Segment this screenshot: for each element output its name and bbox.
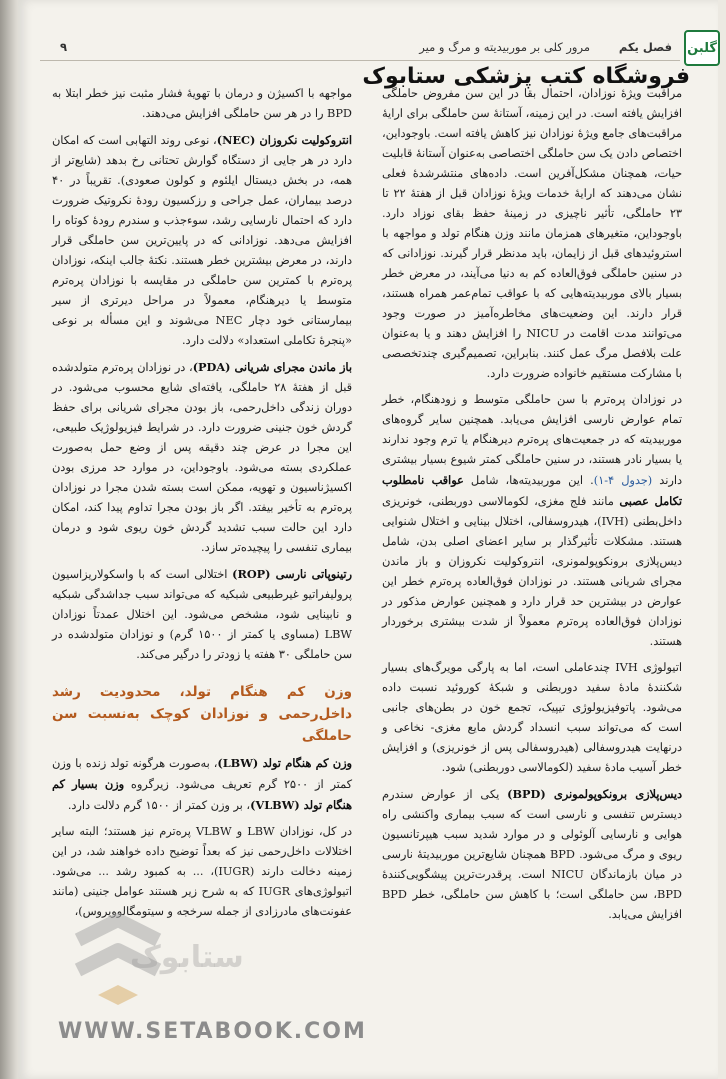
paragraph: انتروکولیت نکروزان (NEC)، نوعی روند التهابی است که امکان دارد در هر جایی از دستگاه گوارش تحتانی رخ بدهد (شایع‌تر از همه، در بخش دیستال ایلئوم و کولون صعودی). تقریباً در ۴۰ درصد بیماران، عمل جراحی و رزکسیون رودهٔ نکروتیک ضرورت دارد که احتمال نارسایی رشد، سوءجذب و سندرم رودهٔ کوتاه را افزایش می‌دهد. نوزادانی که در پایین‌ترین سن حاملگی قرار دارند، در معرض بیشترین خطر هستند. نکتهٔ جالب اینکه، نوزادان پره‌ترم با کمترین سن حاملگی در مقایسه با نوزادان پره‌ترم متوسط یا دیرهنگام، معمولاً در مراحل دیرتری از سیر بیمارستانی خود دچار NEC می‌شوند و این مسأله بر نوعی «پنجرهٔ تکاملی استعداد» دلالت دارد. (52, 133, 353, 347)
paragraph: اتیولوژی IVH چندعاملی است، اما به پارگی مویرگ‌های بسیار شکنندهٔ مادهٔ سفید دوربطنی و شبکهٔ کوروئید نسبت داده می‌شود. پاتوفیزیولوژی تیپیک، تجمع خون در بطن‌های جانبی است که می‌تواند سبب انسداد گردش مایع مغزی- نخاعی و درنهایت هیدروسفالی (هیدروسفالی پس از خونریزی) و افزایش خطر آسیب مادهٔ سفید (لکومالاسی دوربطنی) شود. (382, 661, 682, 774)
chapter-title: مرور کلی بر موربیدیته و مرگ و میر (419, 40, 590, 54)
paragraph: مراقبت ویژهٔ نوزادان، احتمال بقا در این سن مفروض حاملگی افزایش یافته است. در این زمینه، آستانهٔ سن حاملگی برای ارایهٔ مراقبت‌های جامع ویژهٔ نوزادان نیز کاهش یافته است. باوجوداین، اختصاص دادن یک سن حاملگی اختصاصی به‌عنوان آستانهٔ قابلیت حیات، همچنان مشکل‌آفرین است. داده‌های منتشرشدهٔ فعلی نشان می‌دهند که ارایهٔ خدمات ویژهٔ نوزادان قبل از هفتهٔ ۲۲ تا ۲۳ حاملگی، تأثیر ناچیزی در زمینهٔ حفظ بقای نوزاد دارد. باوجوداین، متغیرهای همزمان مانند وزن هنگام تولد و مواجهه با استروئیدهای قبل از زایمان، باید مدنظر قرار گیرند. نوزادانی که در سنین حاملگی فوق‌العاده کم به دنیا می‌آیند، در معرض خطر بسیار بالای موربیدیته‌هایی که با عواقب تمام‌عمر همراه هستند، قرار دارند. این وضعیت‌های مخاطره‌آمیز در صورت وجود می‌توانند مدت اقامت در NICU را افزایش دهند و یا به‌عنوان علت بلافصل مرگ عمل کنند. بنابراین، تصمیم‌گیری چندتخصصی با مشارکت مستقیم خانواده ضرورت دارد. (382, 87, 682, 380)
watermark-url: WWW.SETABOOK.COM (58, 1019, 367, 1044)
section-heading: وزن کم هنگام تولد، محدودیت رشد داخل‌رحمی و نوزادان کوچک به‌نسبت سن حاملگی (52, 684, 352, 744)
publisher-logo: گلبن (684, 30, 720, 66)
page-number: ۹ (60, 40, 68, 54)
running-header (60, 40, 678, 60)
paragraph: باز ماندن مجرای شریانی (PDA)، در نوزادان پره‌ترم متولدشده قبل از هفتهٔ ۲۸ حاملگی، یافته‌ای شایع محسوب می‌شود. در دوران زندگی داخل‌رحمی، باز بودن مجرای شریانی برای حفظ گردش خون جنینی ضرورت دارد. در شرایط فیزیولوژیک طبیعی، این مجرا در عرض چند دقیقه پس از وضع حمل به‌صورت عملکردی بسته می‌شود. باوجوداین، در موارد حد مرزی بودن اکسیژناسیون و تهویه، ممکن است بسته شدن مجرا در نوزادان پره‌ترم به تأخیر بیفتد. اگر باز بودن مجرا تداوم پیدا کند، امکان دارد این حالت سبب تشدید گردش خون ریوی شود و درمان بیماری تنفسی را پیچیده‌تر سازد. (52, 360, 353, 554)
left-column (52, 84, 352, 928)
paragraph: رتینوپاتی نارسی (ROP) اختلالی است که با واسکولاریزاسیون پرولیفراتیو غیرطبیعی شبکیه که می‌تواند سبب جداشدگی شبکیه و نابینایی شود، مشخص می‌شود. این اختلال عمدتاً نوزادان LBW (مساوی یا کمتر از ۱۵۰۰ گرم) و نوزادان متولدشده در سن حاملگی ۳۰ هفته یا زودتر را درگیر می‌کند. (52, 567, 353, 661)
paragraph: دیس‌پلازی برونکوپولمونری (BPD) یکی از عوارض سندرم دیسترس تنفسی و نارسی است که سبب بیماری واکنشی راه هوایی و نارسایی آلوئولی و در موارد شدید سبب هیپرتانسیون ریوی و مرگ می‌شود. BPD همچنان شایع‌ترین موربیدیتهٔ نارسی در میان بازماندگان NICU است. پرقدرت‌ترین پیشگویی‌کنندهٔ BPD، سن حاملگی است؛ با کاهش سن حاملگی، خطر BPD افزایش می‌یابد. (382, 787, 682, 921)
store-watermark-title: فروشگاه کتب پزشکی ستابوک (362, 64, 690, 89)
paragraph: وزن کم هنگام تولد (LBW)، به‌صورت هرگونه تولد زنده با وزن کمتر از ۲۵۰۰ گرم تعریف می‌شود. زیرگروه وزن بسیار کم هنگام تولد (VLBW)، بر وزن کمتر از ۱۵۰۰ گرم دلالت دارد. (52, 756, 352, 812)
watermark-brand: ستابوک (130, 940, 244, 975)
paragraph: مواجهه با اکسیژن و درمان با تهویهٔ فشار مثبت نیز خطر ابتلا به BPD را در هر سن حاملگی افزایش می‌دهند. (52, 87, 352, 120)
table-reference-link[interactable]: (جدول ۴-۱) (593, 474, 653, 487)
chapter-label: فصل یکم (618, 40, 672, 54)
paragraph: در نوزادان پره‌ترم با سن حاملگی متوسط و زودهنگام، خطر تمام عوارض نارسی افزایش می‌یابد. همچنین سایر گروه‌های موربیدیته که در جمعیت‌های پره‌ترم دیرهنگام یا ترم وجود ندارند یا بسیار نادر هستند، در سنین حاملگی کمتر شیوع بسیار بیشتری دارند (جدول ۴-۱). این موربیدیته‌ها، شامل عواقب نامطلوب تکامل عصبی مانند فلج مغزی، لکومالاسی دوربطنی، خونریزی داخل‌بطنی (IVH)، هیدروسفالی، اختلال بینایی و اختلال شنوایی هستند. مشکلات تأثیرگذار بر سایر اعضای اصلی بدن، شامل دیس‌پلازی برونکوپولمونری، انتروکولیت نکروزان و باز ماندن مجرای شریانی هستند. در نوزادان فوق‌العاده پره‌ترم خطر این عوارض در بیشترین حد قرار دارد و همچنین عوارض مذکور در نوزادان فوق‌العاده پره‌ترم معمولاً از شدت بیشتری برخوردار هستند. (382, 393, 682, 648)
right-column (382, 84, 682, 931)
header-rule (40, 60, 680, 61)
paragraph: در کل، نوزادان LBW و VLBW پره‌ترم نیز هستند؛ البته سایر اختلالات داخل‌رحمی نیز که بعداً توضیح داده خواهند شد، در این زمینه دخالت دارند (IUGR)، ... به کمبود رشد ... می‌شود. اتیولوژی‌های IUGR که به شرح زیر هستند عوامل جنینی (مانند عفونت‌های مادرزادی از جمله سرخجه و سیتومگالوویروس)، (52, 825, 352, 918)
